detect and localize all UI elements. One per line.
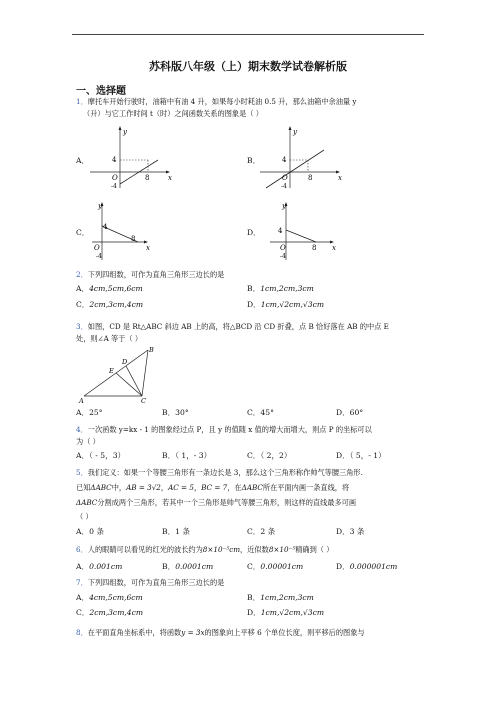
q6-option-c: C．0.00001cm (247, 562, 304, 571)
question-number: 5． (76, 468, 88, 477)
x-axis-label: x (332, 244, 336, 252)
origin-label: O (94, 244, 100, 252)
q4-option-a: A．（ - 5，3） (76, 451, 126, 460)
question-5-line-2: 已知ΔABC中，AB = 3√2，AC = 5，BC = 7，在ΔABC所在平面内画一条直线，将 (76, 483, 350, 492)
option-c-graph (84, 196, 174, 266)
q2-option-b: B．1cm,2cm,3cm (247, 284, 314, 293)
question-text: 如图，CD 是 Rt△ABC 斜边 AB 上的高，将△BCD 沿 CD 折叠，点 B 恰好落在 AB 的中点 E (87, 322, 389, 331)
x-axis-label: x (168, 174, 172, 182)
option-b-label: B． (247, 156, 261, 165)
question-3-line-1 (76, 322, 389, 331)
q7-option-b: B．1cm,2cm,3cm (247, 593, 314, 602)
x-tick-label: 8 (308, 174, 313, 182)
question-3-line-2: 处，则∠A 等于（ ） (76, 334, 143, 343)
origin-label: O (280, 244, 286, 252)
q3-option-b: B．30° (162, 408, 189, 417)
q2-option-a: A．4cm,5cm,6cm (76, 284, 143, 293)
option-a-graph (86, 122, 176, 192)
question-2-line (76, 270, 224, 279)
question-7-line (76, 578, 224, 587)
q6-option-b: B．0.0001cm (162, 562, 214, 571)
neg-tick-label: -4 (281, 183, 287, 190)
x-tick-label: 8 (145, 174, 150, 182)
point-c-label: C (141, 397, 146, 404)
option-a-label: A． (76, 156, 90, 165)
question-number: 8． (76, 628, 88, 637)
q5-option-b: B．1 条 (162, 527, 191, 536)
x-tick-label: 8 (312, 244, 317, 252)
question-number: 4． (76, 425, 88, 434)
option-value: 1cm,2cm,3cm (260, 284, 314, 293)
point-a-label: A (79, 397, 84, 404)
x-axis-label: x (338, 174, 342, 182)
question-5-line-1 (76, 468, 363, 477)
point-e-label: E (109, 367, 114, 375)
option-c-label: C． (76, 228, 90, 237)
neg-tick-label: -4 (280, 253, 286, 260)
option-d-graph (256, 196, 346, 266)
question-5-line-3: ΔABC分割成两个三角形，若其中一个三角形是帅气等腰三角形，则这样的直线最多可画 (76, 498, 357, 507)
q3-triangle-figure (78, 344, 168, 404)
q4-option-b: B．（ 1，- 3） (162, 451, 212, 460)
x-axis-label: x (146, 244, 150, 252)
option-value: 2cm,3cm,4cm (89, 300, 144, 309)
q2-option-d: D．1cm,√2cm,√3cm (247, 300, 325, 309)
x-tick-label: 8 (131, 235, 136, 243)
question-text: 下列四组数，可作为直角三角形三边长的是 (87, 578, 225, 587)
origin-label: O (282, 174, 288, 182)
q7-option-d: D．1cm,√2cm,√3cm (247, 608, 325, 617)
question-4-line-2: 为（ ） (76, 437, 100, 446)
question-text: 一次函数 y=kx - 1 的图象经过点 P，且 y 的值随 x 值的增大而增大，则点 P 的坐标可以 (87, 425, 372, 434)
y-tick-label: 4 (278, 227, 283, 235)
y-axis-label: y (282, 202, 286, 210)
question-text: 下列四组数，可作为直角三角形三边长的是 (87, 270, 225, 279)
question-number: 6． (76, 545, 88, 554)
y-axis-label: y (293, 128, 297, 136)
y-tick-label: 4 (112, 156, 117, 164)
question-6-line: 6．人的眼睛可以看见的红光的波长约为8×10⁻⁵cm，近似数8×10⁻⁵精确到（ ） (76, 545, 334, 554)
q7-option-a: A．4cm,5cm,6cm (76, 593, 143, 602)
y-tick-label: 4 (282, 156, 287, 164)
option-b-graph (256, 122, 346, 192)
question-1-line-1 (76, 97, 356, 106)
question-8-line: 8．在平面直角坐标系中，将函数y = 3x的图象向上平移 6 个单位长度，则平移后的图象与 (76, 628, 365, 637)
origin-label: O (112, 174, 118, 182)
q6-option-d: D．0.000001cm (336, 562, 398, 571)
option-d-label: D． (247, 228, 261, 237)
y-axis-label: y (98, 202, 102, 210)
question-text: 摩托车开始行驶时，油箱中有油 4 升，如果每小时耗油 0.5 升，那么油箱中余油量 y (87, 97, 357, 106)
page-title: 苏科版八年级（上）期末数学试卷解析版 (149, 60, 347, 73)
section-heading: 一、选择题 (76, 86, 126, 97)
q3-option-c: C．45° (247, 408, 274, 417)
option-value: 1cm,√2cm,√3cm (260, 300, 325, 309)
q4-option-c: C．（ 2，2） (247, 451, 292, 460)
point-d-label: D (122, 358, 128, 366)
q5-option-c: C．2 条 (247, 527, 276, 536)
question-number: 3． (76, 322, 88, 331)
q5-option-a: A．0 条 (76, 527, 104, 536)
point-b-label: B (149, 346, 154, 354)
q4-option-d: D．（ 5，- 1） (336, 451, 386, 460)
y-axis-label: y (123, 128, 127, 136)
question-4-line-1 (76, 425, 372, 434)
neg-tick-label: -4 (111, 183, 117, 190)
q2-option-c: C．2cm,3cm,4cm (76, 300, 144, 309)
option-value: 4cm,5cm,6cm (89, 284, 143, 293)
question-number: 1． (76, 97, 88, 106)
question-number: 7． (76, 578, 88, 587)
question-1-line-2: （升）与它工作时间 t（时）之间函数关系的图象是（ ） (83, 109, 263, 118)
q3-option-d: D．60° (336, 408, 364, 417)
question-text: 我们定义：如果一个等腰三角形有一条边长是 3，那么这个三角形称作帅气等腰三角形. (87, 468, 363, 477)
q6-option-a: A．0.001cm (76, 562, 123, 571)
question-5-line-4: （ ） (76, 512, 93, 521)
question-number: 2． (76, 270, 88, 279)
neg-tick-label: -4 (96, 253, 102, 260)
y-tick-label: 4 (103, 223, 108, 231)
q5-option-d: D．3 条 (336, 527, 365, 536)
q3-option-a: A．25° (76, 408, 103, 417)
q7-option-c: C．2cm,3cm,4cm (76, 608, 144, 617)
header-rule (72, 34, 424, 35)
